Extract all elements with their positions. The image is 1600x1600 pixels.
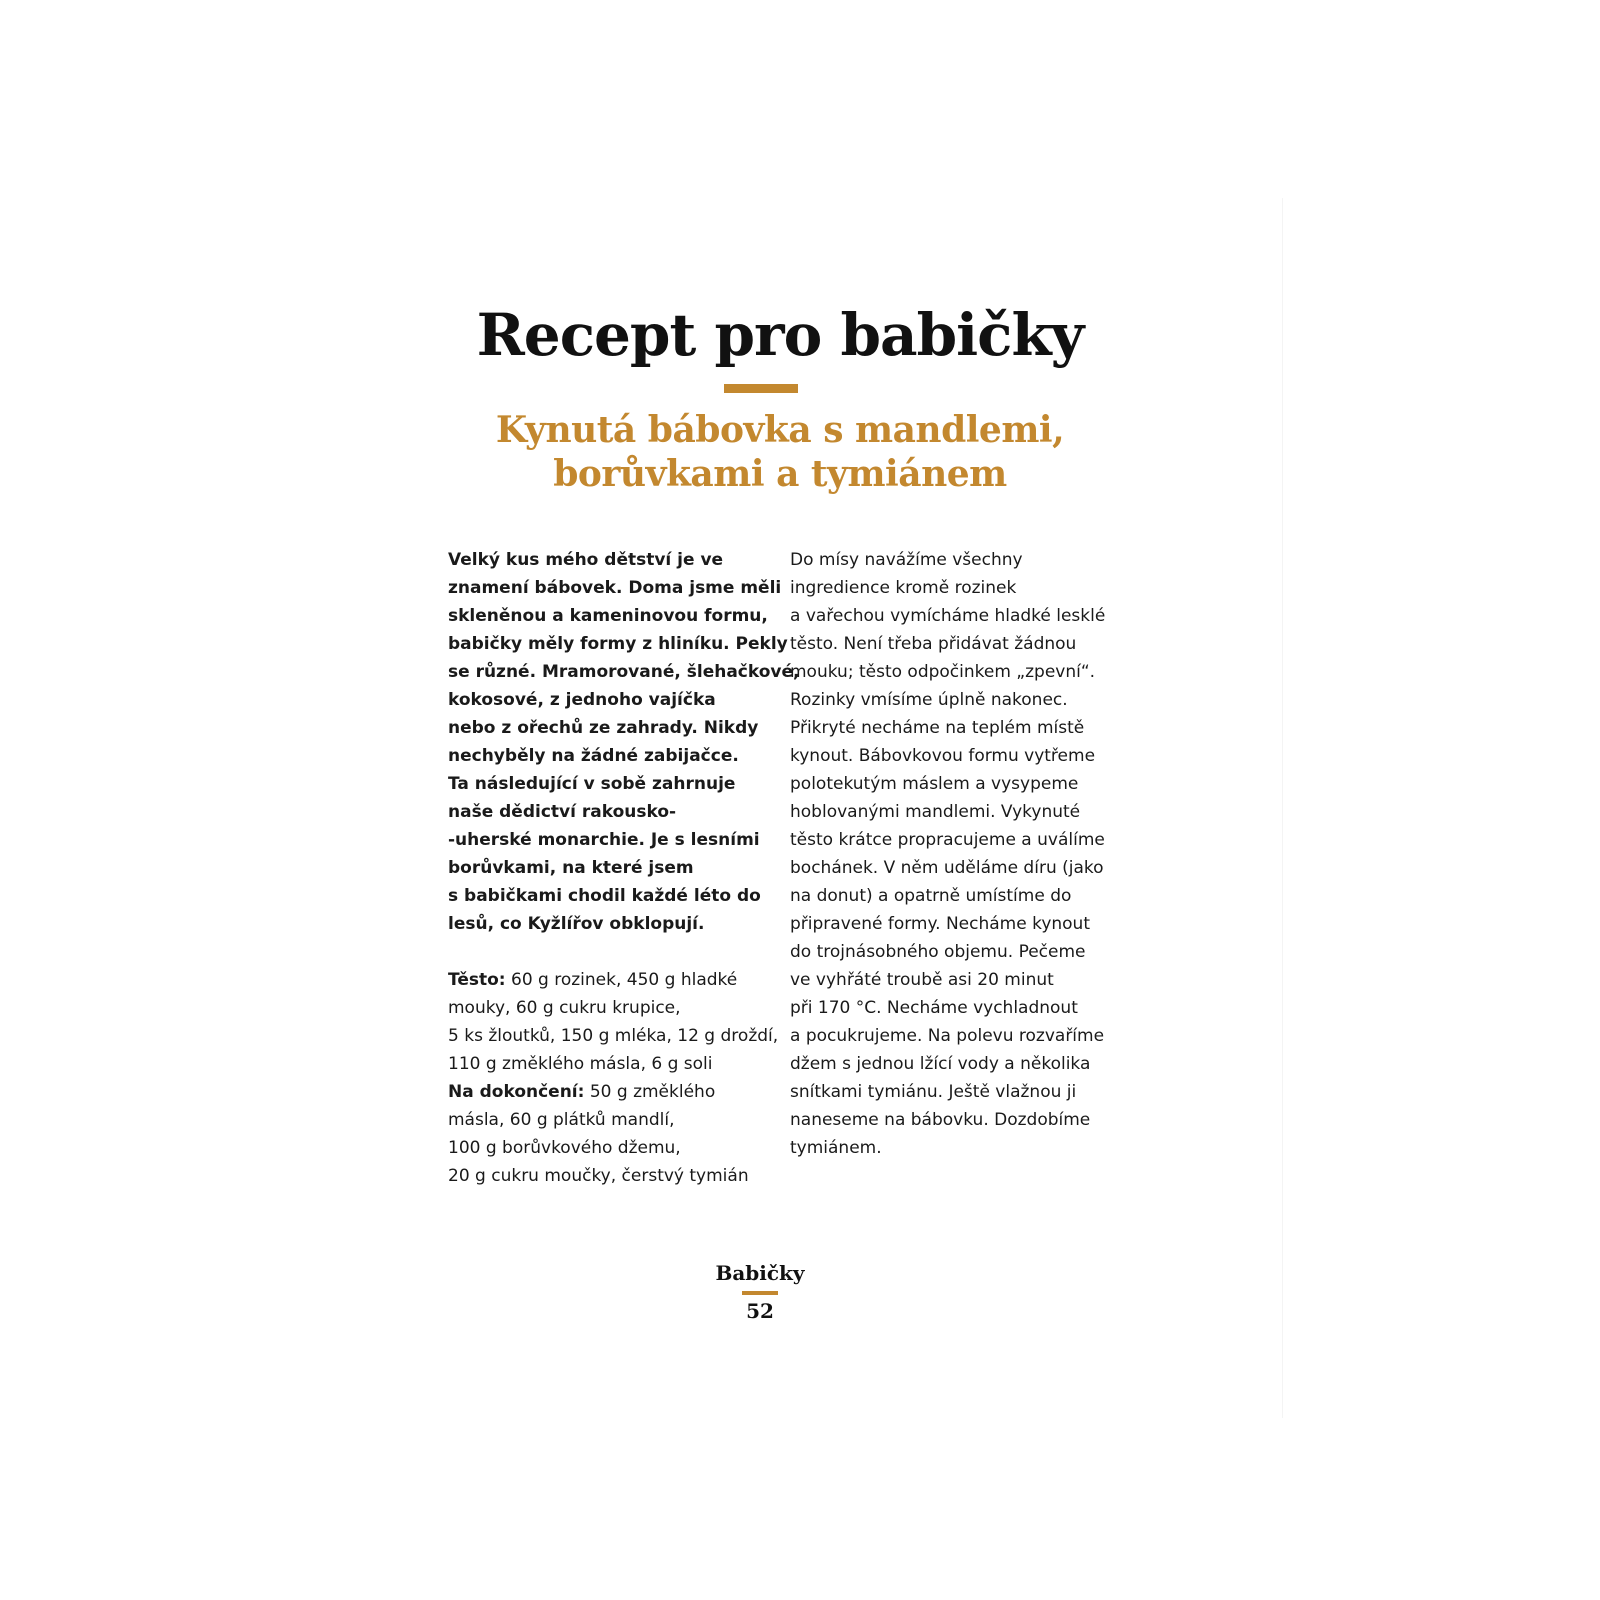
intro-line: znamení bábovek. Doma jsme měli [448, 578, 782, 598]
method-line: a pocukrujeme. Na polevu rozvaříme [790, 1026, 1105, 1046]
intro-line: nebo z ořechů ze zahrady. Nikdy [448, 718, 759, 738]
footer-section-title: Babičky [715, 1261, 805, 1285]
method-line: při 170 °C. Necháme vychladnout [790, 998, 1078, 1018]
intro-line: -uherské monarchie. Je s lesními [448, 830, 760, 850]
paragraph-gap [448, 938, 778, 966]
intro-paragraph [448, 546, 800, 938]
ingredient-line: mouky, 60 g cukru krupice, [448, 998, 681, 1018]
method-line: tymiánem. [790, 1138, 882, 1158]
ingredient-line: 110 g změklého másla, 6 g soli [448, 1054, 713, 1074]
intro-line: skleněnou a kameninovou formu, [448, 606, 768, 626]
method-line: ve vyhřáté troubě asi 20 minut [790, 970, 1054, 990]
page-title: Recept pro babičky [476, 301, 1084, 369]
method-line: hoblovanými mandlemi. Vykynuté [790, 802, 1081, 822]
intro-line: kokosové, z jednoho vajíčka [448, 690, 716, 710]
intro-line: s babičkami chodil každé léto do [448, 886, 761, 906]
page-number: 52 [746, 1299, 774, 1323]
ingredients-block [448, 966, 778, 1190]
method-line: těsto krátce propracujeme a uválíme [790, 830, 1105, 850]
method-line: naneseme na bábovku. Dozdobíme [790, 1110, 1091, 1130]
method-line: Do mísy navážíme všechny [790, 550, 1023, 570]
intro-line: Ta následující v sobě zahrnuje [448, 774, 736, 794]
dough-label: Těsto: [448, 970, 506, 990]
ingredient-line: 5 ks žloutků, 150 g mléka, 12 g droždí, [448, 1026, 779, 1046]
intro-line: naše dědictví rakousko- [448, 802, 677, 822]
method-line: do trojnásobného objemu. Pečeme [790, 942, 1086, 962]
title-divider [724, 384, 798, 393]
intro-line: nechyběly na žádné zabijačce. [448, 746, 739, 766]
method-line: připravené formy. Necháme kynout [790, 914, 1090, 934]
finish-first-text: 50 g změklého [584, 1082, 716, 1102]
intro-line: borůvkami, na které jsem [448, 858, 694, 878]
dough-ingredients-line [448, 966, 778, 994]
recipe-subtitle [400, 408, 1160, 496]
finish-label: Na dokončení: [448, 1082, 585, 1102]
method-line: džem s jednou lžící vody a několika [790, 1054, 1091, 1074]
recipe-subtitle-line: Kynutá bábovka s mandlemi, [495, 409, 1065, 451]
method-line: polotekutým máslem a vysypeme [790, 774, 1079, 794]
dough-first-text: 60 g rozinek, 450 g hladké [505, 970, 738, 990]
method-line: snítkami tymiánu. Ještě vlažnou ji [790, 1082, 1077, 1102]
method-line: Přikryté necháme na teplém místě [790, 718, 1085, 738]
footer-divider [742, 1291, 778, 1295]
method-line: bochánek. V něm uděláme díru (jako [790, 858, 1104, 878]
method-line: ingredience kromě rozinek [790, 578, 1017, 598]
intro-line: babičky měly formy z hliníku. Pekly [448, 634, 788, 654]
method-line: těsto. Není třeba přidávat žádnou [790, 634, 1077, 654]
finish-ingredients-line [448, 1078, 778, 1106]
ingredient-line: 20 g cukru moučky, čerstvý tymián [448, 1166, 749, 1186]
page-edge-line [1282, 198, 1283, 1418]
method-line: mouku; těsto odpočinkem „zpevní“. [790, 662, 1096, 682]
intro-line: se různé. Mramorované, šlehačkové, [448, 662, 800, 682]
intro-line: lesů, co Kyžlířov obklopují. [448, 914, 705, 934]
left-column [448, 546, 800, 1190]
ingredient-line: másla, 60 g plátků mandlí, [448, 1110, 675, 1130]
method-line: kynout. Bábovkovou formu vytřeme [790, 746, 1096, 766]
ingredient-line: 100 g borůvkového džemu, [448, 1138, 681, 1158]
method-line: a vařechou vymícháme hladké lesklé [790, 606, 1106, 626]
recipe-subtitle-line: borůvkami a tymiánem [553, 453, 1007, 495]
method-line: Rozinky vmísíme úplně nakonec. [790, 690, 1068, 710]
method-column [790, 546, 1120, 1162]
intro-line: Velký kus mého dětství je ve [448, 550, 724, 570]
method-line: na donut) a opatrně umístíme do [790, 886, 1072, 906]
